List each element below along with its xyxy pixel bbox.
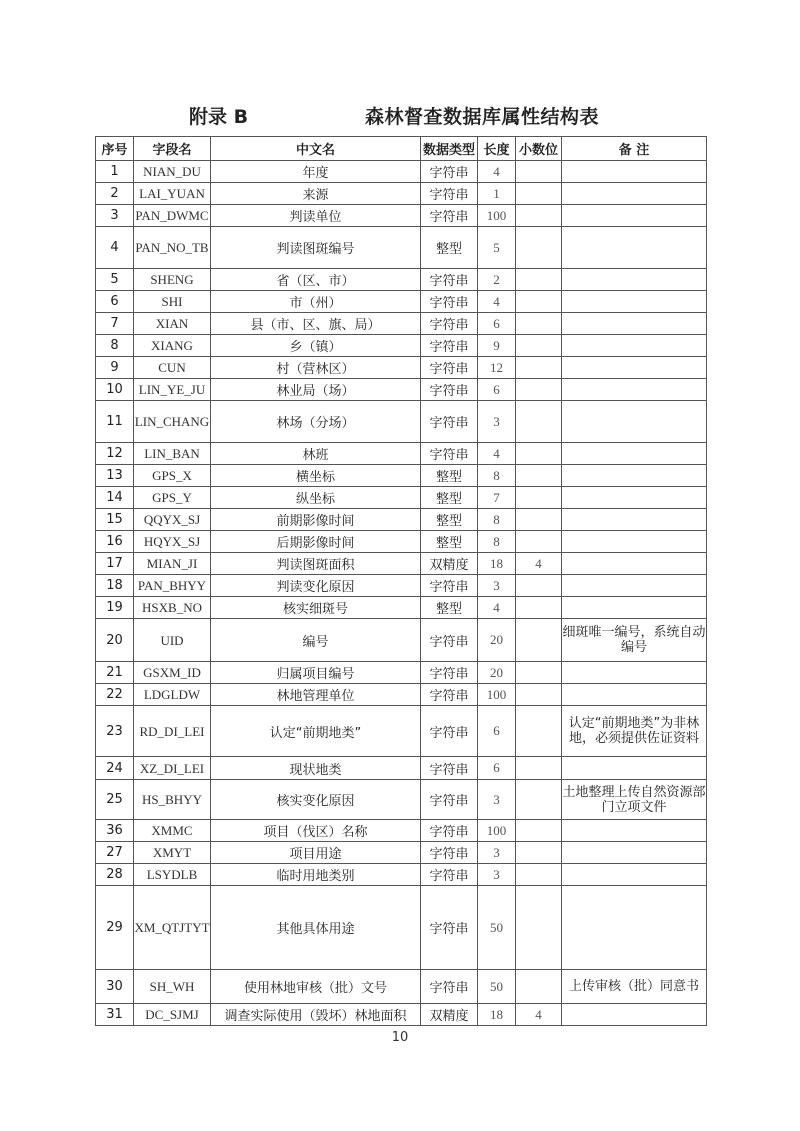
remark-cell <box>562 401 707 443</box>
remark-cell <box>562 820 707 842</box>
table-row <box>96 780 707 820</box>
row-number-cell: 17 <box>96 553 134 575</box>
field-name-cell: HQYX_SJ <box>134 531 211 553</box>
data-type-cell: 字符串 <box>421 401 478 443</box>
length-cell: 18 <box>478 1004 516 1026</box>
row-number-cell: 25 <box>96 780 134 820</box>
row-number-cell: 7 <box>96 313 134 335</box>
row-number-cell: 8 <box>96 335 134 357</box>
data-type-cell: 字符串 <box>421 757 478 780</box>
table-row <box>96 509 707 531</box>
decimal-places-cell <box>516 443 562 465</box>
length-cell: 100 <box>478 684 516 706</box>
decimal-places-cell <box>516 205 562 227</box>
remark-cell <box>562 1004 707 1026</box>
data-type-cell: 字符串 <box>421 335 478 357</box>
remark-cell: 土地整理上传自然资源部门立项文件 <box>562 780 707 820</box>
field-name-cell: DC_SJMJ <box>134 1004 211 1026</box>
field-name-cell: XMYT <box>134 842 211 864</box>
header-remark: 备 注 <box>562 137 707 161</box>
decimal-places-cell <box>516 291 562 313</box>
data-type-cell: 字符串 <box>421 443 478 465</box>
remark-cell: 上传审核（批）同意书 <box>562 970 707 1004</box>
remark-cell <box>562 291 707 313</box>
data-type-cell: 字符串 <box>421 820 478 842</box>
row-number-cell: 18 <box>96 575 134 597</box>
chinese-name-cell: 村（营林区） <box>211 357 421 379</box>
remark-cell: 细斑唯一编号，系统自动编号 <box>562 619 707 662</box>
chinese-name-cell: 使用林地审核（批）文号 <box>211 970 421 1004</box>
data-type-cell: 字符串 <box>421 970 478 1004</box>
table-row <box>96 842 707 864</box>
chinese-name-cell: 项目用途 <box>211 842 421 864</box>
field-name-cell: XIANG <box>134 335 211 357</box>
table-row <box>96 757 707 780</box>
length-cell: 7 <box>478 487 516 509</box>
row-number-cell: 1 <box>96 161 134 183</box>
decimal-places-cell <box>516 757 562 780</box>
row-number-cell: 23 <box>96 706 134 757</box>
row-number-cell: 29 <box>96 886 134 970</box>
data-type-cell: 字符串 <box>421 662 478 684</box>
row-number-cell: 20 <box>96 619 134 662</box>
field-name-cell: GPS_X <box>134 465 211 487</box>
remark-cell <box>562 465 707 487</box>
decimal-places-cell <box>516 227 562 269</box>
data-type-cell: 字符串 <box>421 684 478 706</box>
data-type-cell: 双精度 <box>421 553 478 575</box>
length-cell: 3 <box>478 780 516 820</box>
remark-cell <box>562 379 707 401</box>
chinese-name-cell: 认定“前期地类” <box>211 706 421 757</box>
remark-cell <box>562 335 707 357</box>
row-number-cell: 10 <box>96 379 134 401</box>
field-name-cell: UID <box>134 619 211 662</box>
length-cell: 1 <box>478 183 516 205</box>
length-cell: 50 <box>478 970 516 1004</box>
chinese-name-cell: 前期影像时间 <box>211 509 421 531</box>
field-name-cell: NIAN_DU <box>134 161 211 183</box>
field-name-cell: LDGLDW <box>134 684 211 706</box>
table-row <box>96 970 707 1004</box>
decimal-places-cell <box>516 531 562 553</box>
length-cell: 6 <box>478 313 516 335</box>
table-row <box>96 597 707 619</box>
table-row <box>96 205 707 227</box>
table-row <box>96 291 707 313</box>
decimal-places-cell <box>516 662 562 684</box>
length-cell: 4 <box>478 291 516 313</box>
decimal-places-cell: 4 <box>516 553 562 575</box>
row-number-cell: 3 <box>96 205 134 227</box>
remark-cell <box>562 886 707 970</box>
field-name-cell: LIN_CHANG <box>134 401 211 443</box>
data-type-cell: 字符串 <box>421 842 478 864</box>
table-row <box>96 465 707 487</box>
field-name-cell: XMMC <box>134 820 211 842</box>
chinese-name-cell: 编号 <box>211 619 421 662</box>
length-cell: 8 <box>478 509 516 531</box>
table-row <box>96 1004 707 1026</box>
data-type-cell: 字符串 <box>421 205 478 227</box>
row-number-cell: 36 <box>96 820 134 842</box>
row-number-cell: 9 <box>96 357 134 379</box>
chinese-name-cell: 项目（伐区）名称 <box>211 820 421 842</box>
row-number-cell: 11 <box>96 401 134 443</box>
data-type-cell: 字符串 <box>421 575 478 597</box>
decimal-places-cell <box>516 706 562 757</box>
remark-cell <box>562 183 707 205</box>
chinese-name-cell: 调查实际使用（毁坏）林地面积 <box>211 1004 421 1026</box>
field-name-cell: SHI <box>134 291 211 313</box>
row-number-cell: 21 <box>96 662 134 684</box>
data-type-cell: 字符串 <box>421 619 478 662</box>
remark-cell <box>562 161 707 183</box>
table-row <box>96 313 707 335</box>
chinese-name-cell: 后期影像时间 <box>211 531 421 553</box>
data-type-cell: 字符串 <box>421 161 478 183</box>
row-number-cell: 6 <box>96 291 134 313</box>
chinese-name-cell: 核实变化原因 <box>211 780 421 820</box>
length-cell: 50 <box>478 886 516 970</box>
data-type-cell: 字符串 <box>421 183 478 205</box>
field-name-cell: SHENG <box>134 269 211 291</box>
decimal-places-cell <box>516 401 562 443</box>
field-name-cell: LIN_YE_JU <box>134 379 211 401</box>
table-header-row <box>96 137 707 161</box>
row-number-cell: 27 <box>96 842 134 864</box>
row-number-cell: 15 <box>96 509 134 531</box>
chinese-name-cell: 乡（镇） <box>211 335 421 357</box>
remark-cell <box>562 443 707 465</box>
remark-cell <box>562 757 707 780</box>
row-number-cell: 30 <box>96 970 134 1004</box>
header-cn-name: 中文名 <box>211 137 421 161</box>
table-row <box>96 575 707 597</box>
data-type-cell: 字符串 <box>421 706 478 757</box>
decimal-places-cell <box>516 379 562 401</box>
decimal-places-cell <box>516 269 562 291</box>
decimal-places-cell: 4 <box>516 1004 562 1026</box>
length-cell: 6 <box>478 706 516 757</box>
row-number-cell: 4 <box>96 227 134 269</box>
length-cell: 8 <box>478 531 516 553</box>
length-cell: 100 <box>478 205 516 227</box>
page-title: 森林督查数据库属性结构表 <box>365 106 600 128</box>
decimal-places-cell <box>516 842 562 864</box>
remark-cell <box>562 487 707 509</box>
decimal-places-cell <box>516 820 562 842</box>
row-number-cell: 5 <box>96 269 134 291</box>
field-name-cell: HS_BHYY <box>134 780 211 820</box>
chinese-name-cell: 林业局（场） <box>211 379 421 401</box>
data-type-cell: 整型 <box>421 487 478 509</box>
table-row <box>96 886 707 970</box>
decimal-places-cell <box>516 619 562 662</box>
table-row <box>96 531 707 553</box>
chinese-name-cell: 林场（分场） <box>211 401 421 443</box>
decimal-places-cell <box>516 335 562 357</box>
decimal-places-cell <box>516 597 562 619</box>
table-row <box>96 662 707 684</box>
length-cell: 8 <box>478 465 516 487</box>
row-number-cell: 13 <box>96 465 134 487</box>
chinese-name-cell: 林地管理单位 <box>211 684 421 706</box>
data-type-cell: 字符串 <box>421 886 478 970</box>
field-name-cell: LSYDLB <box>134 864 211 886</box>
field-name-cell: MIAN_JI <box>134 553 211 575</box>
table-row <box>96 379 707 401</box>
decimal-places-cell <box>516 684 562 706</box>
length-cell: 18 <box>478 553 516 575</box>
length-cell: 3 <box>478 864 516 886</box>
remark-cell <box>562 269 707 291</box>
table-body <box>96 161 707 1026</box>
chinese-name-cell: 县（市、区、旗、局） <box>211 313 421 335</box>
header-type: 数据类型 <box>421 137 478 161</box>
length-cell: 3 <box>478 842 516 864</box>
field-name-cell: PAN_NO_TB <box>134 227 211 269</box>
row-number-cell: 2 <box>96 183 134 205</box>
data-type-cell: 字符串 <box>421 780 478 820</box>
remark-cell <box>562 684 707 706</box>
decimal-places-cell <box>516 487 562 509</box>
chinese-name-cell: 归属项目编号 <box>211 662 421 684</box>
table-row <box>96 706 707 757</box>
chinese-name-cell: 判读图斑编号 <box>211 227 421 269</box>
chinese-name-cell: 纵坐标 <box>211 487 421 509</box>
data-type-cell: 字符串 <box>421 291 478 313</box>
data-type-cell: 字符串 <box>421 269 478 291</box>
chinese-name-cell: 年度 <box>211 161 421 183</box>
length-cell: 6 <box>478 379 516 401</box>
length-cell: 12 <box>478 357 516 379</box>
table-row <box>96 553 707 575</box>
table-row <box>96 183 707 205</box>
decimal-places-cell <box>516 465 562 487</box>
length-cell: 4 <box>478 161 516 183</box>
table-row <box>96 269 707 291</box>
row-number-cell: 16 <box>96 531 134 553</box>
data-type-cell: 整型 <box>421 227 478 269</box>
table-row <box>96 487 707 509</box>
chinese-name-cell: 判读单位 <box>211 205 421 227</box>
row-number-cell: 24 <box>96 757 134 780</box>
field-name-cell: GSXM_ID <box>134 662 211 684</box>
length-cell: 3 <box>478 401 516 443</box>
chinese-name-cell: 核实细斑号 <box>211 597 421 619</box>
table-row <box>96 357 707 379</box>
length-cell: 4 <box>478 597 516 619</box>
data-type-cell: 字符串 <box>421 357 478 379</box>
length-cell: 20 <box>478 619 516 662</box>
row-number-cell: 31 <box>96 1004 134 1026</box>
length-cell: 6 <box>478 757 516 780</box>
remark-cell <box>562 553 707 575</box>
remark-cell: 认定“前期地类”为非林地，必须提供佐证资料 <box>562 706 707 757</box>
field-name-cell: PAN_DWMC <box>134 205 211 227</box>
length-cell: 2 <box>478 269 516 291</box>
field-name-cell: GPS_Y <box>134 487 211 509</box>
chinese-name-cell: 现状地类 <box>211 757 421 780</box>
chinese-name-cell: 横坐标 <box>211 465 421 487</box>
remark-cell <box>562 662 707 684</box>
attribute-structure-table <box>95 136 707 1026</box>
chinese-name-cell: 其他具体用途 <box>211 886 421 970</box>
table-row <box>96 684 707 706</box>
decimal-places-cell <box>516 183 562 205</box>
remark-cell <box>562 509 707 531</box>
decimal-places-cell <box>516 886 562 970</box>
remark-cell <box>562 864 707 886</box>
row-number-cell: 14 <box>96 487 134 509</box>
decimal-places-cell <box>516 509 562 531</box>
table-row <box>96 864 707 886</box>
length-cell: 9 <box>478 335 516 357</box>
table-row <box>96 820 707 842</box>
header-field: 字段名 <box>134 137 211 161</box>
field-name-cell: XM_QTJTYT <box>134 886 211 970</box>
chinese-name-cell: 临时用地类别 <box>211 864 421 886</box>
remark-cell <box>562 575 707 597</box>
remark-cell <box>562 227 707 269</box>
table-row <box>96 443 707 465</box>
chinese-name-cell: 来源 <box>211 183 421 205</box>
decimal-places-cell <box>516 357 562 379</box>
chinese-name-cell: 判读变化原因 <box>211 575 421 597</box>
header-decimal: 小数位 <box>516 137 562 161</box>
field-name-cell: SH_WH <box>134 970 211 1004</box>
decimal-places-cell <box>516 970 562 1004</box>
remark-cell <box>562 842 707 864</box>
data-type-cell: 双精度 <box>421 1004 478 1026</box>
field-name-cell: QQYX_SJ <box>134 509 211 531</box>
field-name-cell: LAI_YUAN <box>134 183 211 205</box>
chinese-name-cell: 林班 <box>211 443 421 465</box>
appendix-label: 附录 B <box>189 106 249 128</box>
field-name-cell: XIAN <box>134 313 211 335</box>
chinese-name-cell: 市（州） <box>211 291 421 313</box>
field-name-cell: RD_DI_LEI <box>134 706 211 757</box>
remark-cell <box>562 357 707 379</box>
decimal-places-cell <box>516 575 562 597</box>
remark-cell <box>562 313 707 335</box>
field-name-cell: LIN_BAN <box>134 443 211 465</box>
data-type-cell: 字符串 <box>421 313 478 335</box>
decimal-places-cell <box>516 313 562 335</box>
chinese-name-cell: 省（区、市） <box>211 269 421 291</box>
page-number: 10 <box>391 1030 409 1045</box>
length-cell: 100 <box>478 820 516 842</box>
length-cell: 3 <box>478 575 516 597</box>
header-no: 序号 <box>96 137 134 161</box>
field-name-cell: PAN_BHYY <box>134 575 211 597</box>
data-type-cell: 字符串 <box>421 379 478 401</box>
field-name-cell: CUN <box>134 357 211 379</box>
decimal-places-cell <box>516 864 562 886</box>
data-type-cell: 字符串 <box>421 864 478 886</box>
header-length: 长度 <box>478 137 516 161</box>
table-row <box>96 227 707 269</box>
chinese-name-cell: 判读图斑面积 <box>211 553 421 575</box>
decimal-places-cell <box>516 161 562 183</box>
decimal-places-cell <box>516 780 562 820</box>
table-row <box>96 401 707 443</box>
field-name-cell: HSXB_NO <box>134 597 211 619</box>
data-type-cell: 整型 <box>421 597 478 619</box>
data-type-cell: 整型 <box>421 509 478 531</box>
table-row <box>96 161 707 183</box>
field-name-cell: XZ_DI_LEI <box>134 757 211 780</box>
remark-cell <box>562 531 707 553</box>
table-row <box>96 619 707 662</box>
remark-cell <box>562 205 707 227</box>
remark-cell <box>562 597 707 619</box>
length-cell: 20 <box>478 662 516 684</box>
length-cell: 5 <box>478 227 516 269</box>
row-number-cell: 28 <box>96 864 134 886</box>
row-number-cell: 12 <box>96 443 134 465</box>
data-type-cell: 整型 <box>421 531 478 553</box>
row-number-cell: 22 <box>96 684 134 706</box>
table-row <box>96 335 707 357</box>
length-cell: 4 <box>478 443 516 465</box>
data-type-cell: 整型 <box>421 465 478 487</box>
row-number-cell: 19 <box>96 597 134 619</box>
